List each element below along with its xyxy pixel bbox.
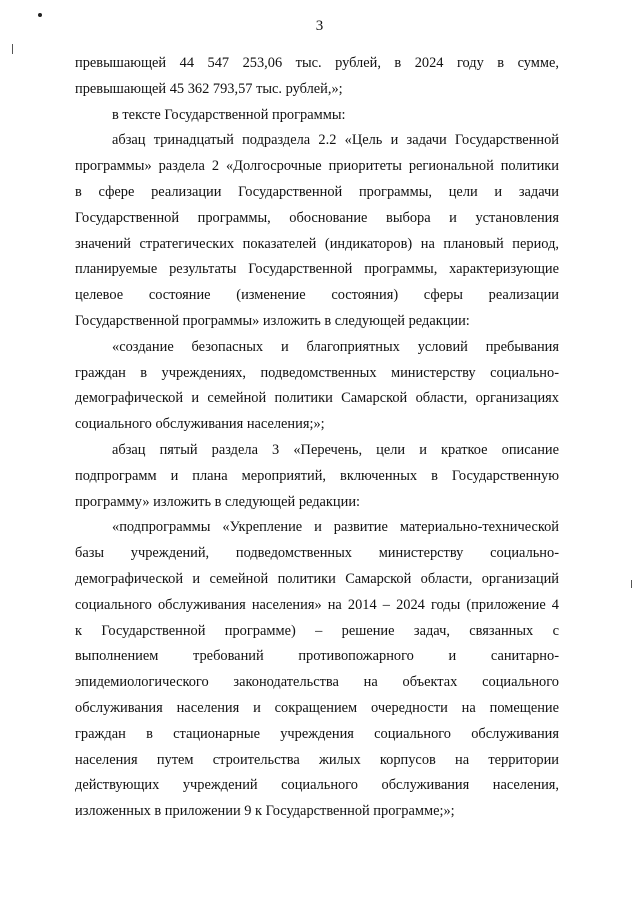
text-line: абзац тринадцатый подраздела 2.2 «Цель и задачи Государственной [112,132,559,149]
text-line: целевое состояние (изменение состояния) сферы реализации [75,287,559,304]
text-line: действующих учреждений социального обслуживания населения, [75,777,559,794]
text-line: социального обслуживания населения;»; [75,416,325,433]
text-line: выполнением требований противопожарного и санитарно- [75,648,559,665]
text-line: «создание безопасных и благоприятных условий пребывания [112,338,559,355]
scan-edge-mark [12,44,13,54]
text-line: «подпрограммы «Укрепление и развитие материально-технической [112,519,559,536]
text-line: социального обслуживания населения» на 2014 – 2024 годы (приложение 4 [75,596,559,613]
scan-edge-mark [631,580,632,588]
text-line: в тексте Государственной программы: [112,106,346,123]
text-line: значений стратегических показателей (индикаторов) на плановый период, [75,235,559,252]
text-line: эпидемиологического законодательства на объектах социального [75,674,559,691]
page-number: 3 [315,18,324,34]
text-line: в сфере реализации Государственной программы, цели и задачи [75,183,559,200]
text-line: планируемые результаты Государственной программы, характеризующие [75,261,559,278]
text-line: Государственной программы» изложить в следующей редакции: [75,312,470,329]
document-body [75,51,559,825]
text-line: программу» изложить в следующей редакции: [75,493,361,510]
text-line: превышающей 45 362 793,57 тыс. рублей,»; [75,80,343,97]
text-line: демографической и семейной политики Самарской области, организациях [75,390,559,407]
text-line: обслуживания населения и сокращением очередности на помещение [75,699,559,716]
text-line: абзац пятый раздела 3 «Перечень, цели и краткое описание [112,441,559,458]
text-line: демографической и семейной политики Самарской области, организаций [75,570,559,587]
text-line: изложенных в приложении 9 к Государственной программе;»; [75,803,455,820]
text-line: превышающей 44 547 253,06 тыс. рублей, в 2024 году в сумме, [75,55,559,71]
text-line: населения путем строительства жилых корпусов на территории [75,751,559,768]
text-line: граждан в учреждениях, подведомственных министерству социально- [75,364,559,381]
text-line: Государственной программы, обоснование выбора и установления [75,209,559,226]
text-line: к Государственной программе) – решение задач, связанных с [75,622,559,639]
text-line: базы учреждений, подведомственных министерству социально- [75,545,559,562]
text-line: граждан в стационарные учреждения социального обслуживания [75,725,559,742]
text-line: программы» раздела 2 «Долгосрочные приоритеты региональной политики [75,158,559,175]
text-line: подпрограмм и плана мероприятий, включенных в Государственную [75,467,559,484]
